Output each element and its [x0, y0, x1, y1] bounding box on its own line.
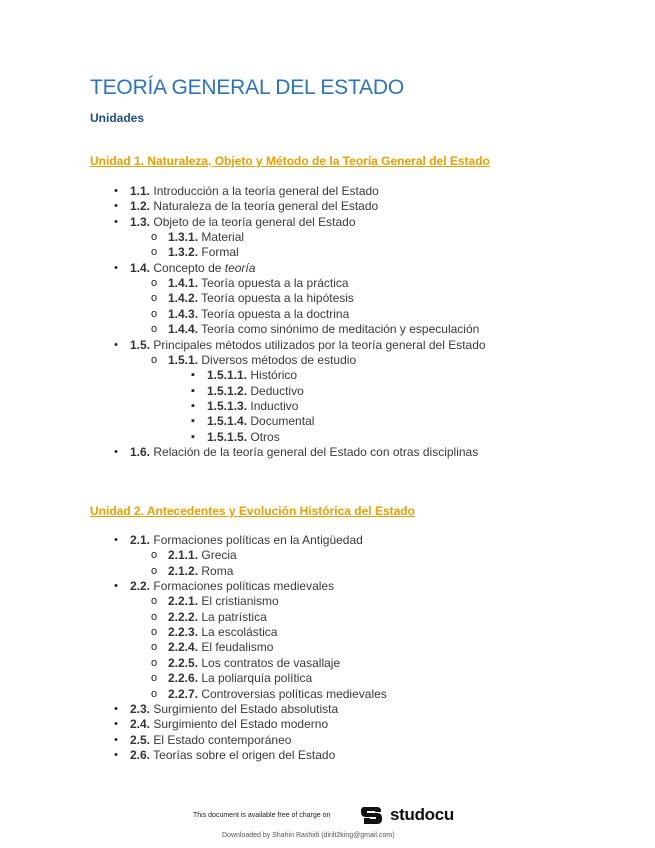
outline-item-level-3 [191, 429, 280, 445]
outline-item-level-2 [150, 276, 349, 291]
bullet-icon: o [150, 626, 158, 639]
bullet-icon: • [114, 215, 118, 228]
bullet-icon: o [150, 564, 158, 577]
item-number: 1.4.1. [168, 276, 199, 291]
bullet-icon: o [150, 549, 158, 562]
item-number: 2.4. [130, 717, 151, 732]
document-footer [0, 800, 655, 848]
item-text: El feudalismo [201, 640, 274, 655]
unit-1-heading[interactable]: Unidad 1. Naturaleza, Objeto y Método de la Teoría General del Estado [90, 154, 490, 168]
bullet-icon: • [114, 733, 118, 746]
item-number: 1.5.1. [168, 352, 199, 367]
document-title: TEORÍA GENERAL DEL ESTADO [90, 76, 404, 99]
item-number: 2.2.3. [168, 625, 199, 640]
item-number: 2.6. [130, 747, 151, 762]
bullet-icon: ▪ [191, 384, 195, 397]
outline-item-level-1 [114, 579, 335, 594]
bullet-icon: o [150, 687, 158, 700]
outline-item-level-1 [114, 717, 329, 732]
item-number: 1.2. [130, 199, 151, 214]
bullet-icon: o [150, 672, 158, 685]
outline-item-level-2 [150, 245, 239, 260]
bullet-icon: o [150, 353, 158, 366]
bullet-icon: o [150, 246, 158, 259]
outline-item-level-1 [114, 533, 363, 548]
outline-item-level-3 [191, 368, 298, 383]
outline-item-level-2 [150, 548, 237, 563]
bullet-icon: ▪ [191, 369, 195, 382]
outline-item-level-2 [150, 686, 387, 702]
item-emphasis: teoría [224, 260, 256, 275]
bullet-icon: ▪ [191, 399, 195, 412]
outline-item-level-1 [114, 184, 379, 199]
bullet-icon: o [150, 307, 158, 320]
studocu-logo-text: studocu [390, 805, 455, 824]
outline-item-level-2 [150, 563, 234, 579]
item-number: 2.3. [130, 701, 151, 716]
item-number: 1.5. [130, 337, 151, 352]
outline-item-level-1 [114, 337, 486, 353]
item-number: 1.5.1.1. [207, 368, 248, 383]
item-number: 1.3.1. [168, 230, 199, 245]
outline-item-level-3 [191, 398, 299, 414]
bullet-icon: • [114, 200, 118, 213]
bullet-icon: o [150, 323, 158, 336]
item-number: 2.2.5. [168, 655, 199, 670]
outline-item-level-2 [150, 655, 341, 671]
item-text: La patrística [201, 609, 267, 624]
item-text: Histórico [250, 368, 298, 383]
item-text: Roma [201, 563, 234, 578]
document-subtitle: Unidades [90, 111, 145, 125]
item-text: Objeto de la teoría general del Estado [153, 214, 356, 229]
item-text: Formal [201, 245, 239, 260]
item-number: 1.5.1.5. [207, 429, 248, 444]
bullet-icon: o [150, 641, 158, 654]
item-number: 2.1.2. [168, 563, 199, 578]
item-text: Surgimiento del Estado moderno [153, 717, 329, 732]
item-number: 2.2.7. [168, 686, 199, 701]
outline-item-level-1 [114, 260, 256, 276]
outline-item-level-1 [114, 701, 339, 717]
item-text: Teoría opuesta a la práctica [201, 276, 349, 291]
outline-item-level-1 [114, 747, 336, 763]
item-number: 1.3. [130, 214, 151, 229]
outline-item-level-1 [114, 444, 479, 460]
item-number: 2.2. [130, 579, 151, 594]
footer-availability-text: This document is available free of charge on [193, 812, 331, 819]
item-number: 2.1. [130, 533, 151, 547]
item-text: Inductivo [250, 398, 299, 413]
bullet-icon: o [150, 610, 158, 623]
item-text: Principales métodos utilizados por la teoría general del Estado [153, 337, 486, 352]
outline-item-level-3 [191, 414, 315, 429]
studocu-logo[interactable] [360, 803, 454, 827]
outline-item-level-2 [150, 609, 267, 625]
bullet-icon: • [114, 261, 118, 274]
bullet-icon: • [114, 580, 118, 593]
item-number: 1.4. [130, 260, 151, 275]
bullet-icon: o [150, 656, 158, 669]
item-number: 2.2.1. [168, 594, 199, 609]
item-text: La poliarquía política [201, 671, 313, 686]
bullet-icon: o [150, 595, 158, 608]
item-text: Surgimiento del Estado absolutista [153, 701, 339, 716]
item-number: 2.2.4. [168, 640, 199, 655]
outline-item-level-3 [191, 383, 304, 399]
footer-download-note: Downloaded by Shahin Rashidi (dirilt2king@gmail.com) [222, 832, 395, 839]
item-number: 1.5.1.2. [207, 383, 248, 398]
outline-item-level-2 [150, 352, 357, 368]
outline-item-level-2 [150, 671, 313, 686]
item-number: 1.4.3. [168, 306, 199, 321]
item-number: 2.2.2. [168, 609, 199, 624]
bullet-icon: o [150, 231, 158, 244]
item-text: Teoría opuesta a la doctrina [201, 306, 350, 321]
item-text: Material [201, 230, 245, 245]
bullet-icon: • [114, 445, 118, 458]
item-number: 2.5. [130, 732, 151, 747]
item-number: 2.1.1. [168, 548, 199, 563]
item-text: El Estado contemporáneo [153, 732, 292, 747]
outline-item-level-2 [150, 594, 279, 609]
item-number: 1.6. [130, 444, 151, 459]
outline-item-level-2 [150, 306, 350, 322]
item-text: Deductivo [250, 383, 304, 398]
item-number: 1.3.2. [168, 245, 199, 260]
bullet-icon: o [150, 292, 158, 305]
item-text: Teoría opuesta a la hipótesis [201, 291, 354, 306]
item-text: Naturaleza de la teoría general del Estado [153, 199, 379, 214]
item-text: El cristianismo [201, 594, 279, 609]
bullet-icon: • [114, 338, 118, 351]
outline-item-level-1 [114, 214, 356, 230]
bullet-icon: ▪ [191, 430, 195, 443]
item-text: Teorías sobre el origen del Estado [153, 747, 336, 762]
bullet-icon: • [114, 718, 118, 731]
item-text: Otros [250, 429, 280, 444]
item-number: 1.5.1.4. [207, 414, 248, 429]
item-text: Formaciones políticas en la Antigüedad [153, 533, 363, 547]
item-text: Los contratos de vasallaje [201, 655, 341, 670]
item-text: Relación de la teoría general del Estado con otras disciplinas [153, 444, 479, 459]
outline-item-level-2 [150, 230, 245, 245]
bullet-icon: • [114, 702, 118, 715]
outline-item-level-1 [114, 199, 379, 214]
bullet-icon: • [114, 185, 118, 197]
item-text: Concepto de [153, 260, 225, 275]
outline-item-level-1 [114, 732, 292, 748]
item-text: Grecia [201, 548, 237, 563]
outline-item-level-2 [150, 625, 278, 640]
item-number: 1.1. [130, 184, 151, 198]
unit-2-heading[interactable]: Unidad 2. Antecedentes y Evolución Histórica del Estado [90, 504, 415, 518]
item-text: Teoría como sinónimo de meditación y especulación [201, 322, 480, 337]
bullet-icon: o [150, 277, 158, 290]
item-text: Documental [250, 414, 315, 429]
item-text: Introducción a la teoría general del Estado [153, 184, 379, 198]
item-number: 1.5.1.3. [207, 398, 248, 413]
item-number: 1.4.4. [168, 322, 199, 337]
item-text: La escolástica [201, 625, 278, 640]
item-text: Diversos métodos de estudio [201, 352, 357, 367]
item-number: 1.4.2. [168, 291, 199, 306]
bullet-icon: • [114, 534, 118, 546]
item-number: 2.2.6. [168, 671, 199, 686]
outline-item-level-2 [150, 291, 354, 306]
outline-item-level-2 [150, 322, 480, 337]
item-text: Formaciones políticas medievales [153, 579, 335, 594]
outline-item-level-2 [150, 640, 274, 655]
studocu-logo-icon [360, 803, 386, 827]
item-text: Controversias políticas medievales [201, 686, 387, 701]
bullet-icon: ▪ [191, 415, 195, 428]
bullet-icon: • [114, 748, 118, 761]
